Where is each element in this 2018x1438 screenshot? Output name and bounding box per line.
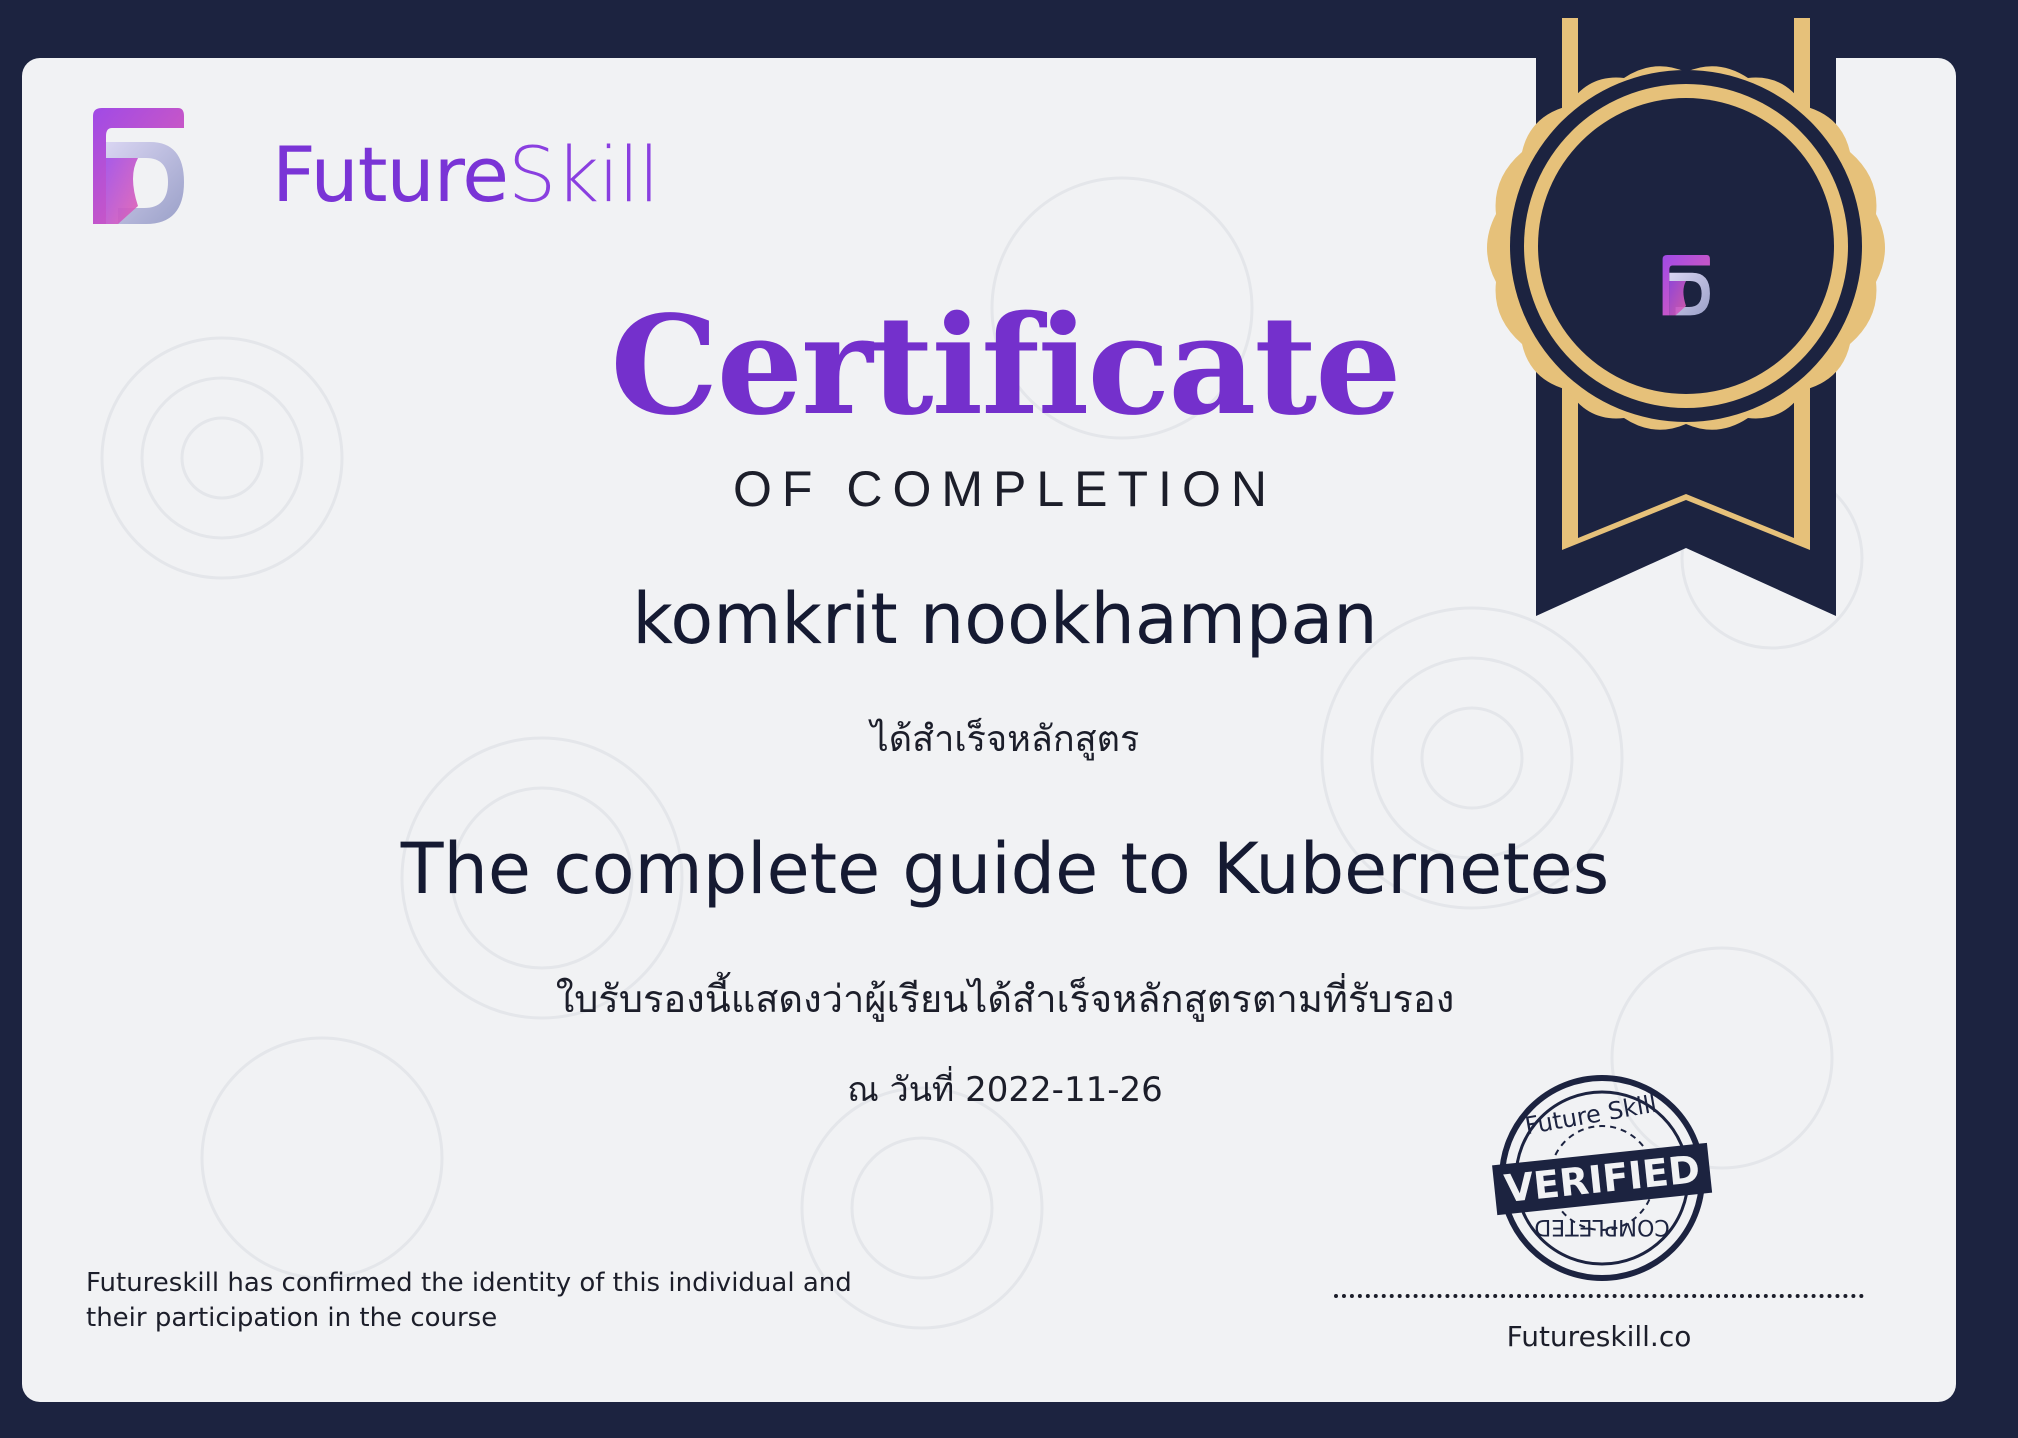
svg-text:Future Skill: Future Skill: [1522, 1089, 1659, 1141]
logo-word-skill: Skill: [508, 130, 659, 219]
svg-text:VERIFIED: VERIFIED: [1502, 1146, 1703, 1212]
completed-label: ได้สำเร็จหลักสูตร: [870, 719, 1140, 760]
confirmation-text: ใบรับรองนี้แสดงว่าผู้เรียนได้สำเร็จหลักสูตรตามที่รับรอง: [555, 977, 1455, 1021]
award-ribbon-badge: [1448, 18, 1928, 638]
logo-word-future: Future: [272, 130, 509, 219]
recipient-name: komkrit nookhampan: [632, 578, 1378, 660]
signature-label: Futureskill.co: [1506, 1320, 1692, 1353]
futureskill-logo: [88, 106, 659, 236]
certificate-title: Certificate: [610, 286, 1400, 446]
identity-note: Futureskill has confirmed the identity of this individual and their participation in the course: [86, 1268, 852, 1333]
completion-date: ณ วันที่ 2022-11-26: [847, 1070, 1163, 1110]
verified-stamp: [1482, 1058, 1722, 1298]
futureskill-logo-icon: [88, 106, 188, 226]
logo-wordmark: [272, 130, 659, 219]
course-name: The complete guide to Kubernetes: [400, 828, 1610, 910]
certificate-subtitle: OF COMPLETION: [733, 461, 1277, 517]
svg-text:COMPLETED: COMPLETED: [1534, 1214, 1670, 1239]
